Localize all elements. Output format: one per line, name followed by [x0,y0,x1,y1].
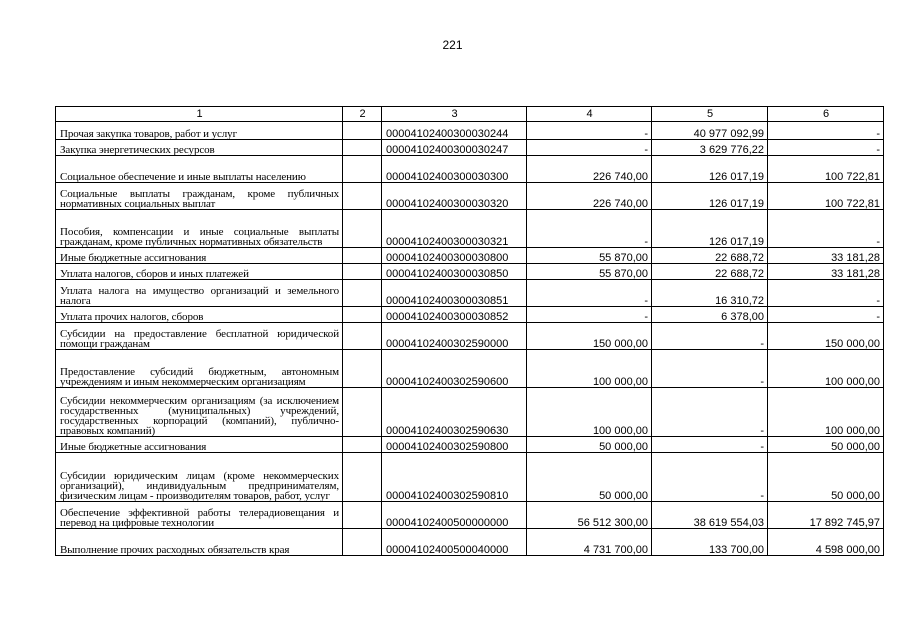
table-row [56,388,884,437]
row-name: Обеспечение эффективной работы телерадиовещания и перевод на цифровые технологии [56,502,343,529]
row-col2 [343,210,382,248]
row-code: 00004102400300030320 [382,183,527,210]
row-col2 [343,529,382,556]
row-amount-col6: - [768,122,884,140]
table-row [56,502,884,529]
row-code: 00004102400302590000 [382,323,527,350]
row-amount-col4: 50 000,00 [527,453,652,502]
row-amount-col6: 50 000,00 [768,453,884,502]
row-name: Субсидии на предоставление бесплатной юридической помощи гражданам [56,323,343,350]
table-row [56,248,884,264]
row-amount-col5: 6 378,00 [652,307,768,323]
row-amount-col5: - [652,323,768,350]
row-code: 00004102400302590600 [382,350,527,388]
row-amount-col6: - [768,280,884,307]
row-name: Закупка энергетических ресурсов [56,140,343,156]
row-name: Иные бюджетные ассигнования [56,437,343,453]
table-row [56,183,884,210]
row-name: Уплата налогов, сборов и иных платежей [56,264,343,280]
row-col2 [343,122,382,140]
row-amount-col5: - [652,388,768,437]
column-header: 4 [527,107,652,122]
row-col2 [343,323,382,350]
row-amount-col4: 100 000,00 [527,350,652,388]
row-name: Пособия, компенсации и иные социальные выплаты гражданам, кроме публичных нормативных обязательств [56,210,343,248]
row-code: 00004102400300030321 [382,210,527,248]
row-col2 [343,437,382,453]
table-row [56,529,884,556]
table-row [56,210,884,248]
row-code: 00004102400500000000 [382,502,527,529]
row-code: 00004102400300030850 [382,264,527,280]
row-amount-col6: - [768,140,884,156]
row-col2 [343,453,382,502]
row-amount-col5: - [652,453,768,502]
row-name: Субсидии некоммерческим организациям (за исключением государственных (муниципальных) учреждений, государственных корпораций (компаний), публично-правовых компаний) [56,388,343,437]
table-row [56,307,884,323]
column-header: 6 [768,107,884,122]
row-code: 00004102400302590630 [382,388,527,437]
row-code: 00004102400300030247 [382,140,527,156]
row-amount-col5: 3 629 776,22 [652,140,768,156]
table-row [56,437,884,453]
row-col2 [343,307,382,323]
row-code: 00004102400300030852 [382,307,527,323]
row-amount-col4: 150 000,00 [527,323,652,350]
row-col2 [343,156,382,183]
row-name: Уплата прочих налогов, сборов [56,307,343,323]
row-amount-col5: 126 017,19 [652,183,768,210]
row-name: Социальные выплаты гражданам, кроме публичных нормативных социальных выплат [56,183,343,210]
row-col2 [343,248,382,264]
row-col2 [343,140,382,156]
column-header: 2 [343,107,382,122]
row-amount-col4: - [527,122,652,140]
row-amount-col4: - [527,307,652,323]
table-row [56,453,884,502]
row-amount-col4: 4 731 700,00 [527,529,652,556]
row-code: 00004102400300030800 [382,248,527,264]
row-amount-col5: - [652,350,768,388]
table-row [56,122,884,140]
table-row [56,140,884,156]
row-col2 [343,350,382,388]
page-number: 221 [442,38,463,52]
row-amount-col4: 50 000,00 [527,437,652,453]
row-amount-col6: 50 000,00 [768,437,884,453]
row-amount-col6: - [768,210,884,248]
row-name: Предоставление субсидий бюджетным, автономным учреждениям и иным некоммерческим организациям [56,350,343,388]
row-name: Прочая закупка товаров, работ и услуг [56,122,343,140]
row-amount-col6: - [768,307,884,323]
row-code: 00004102400300030244 [382,122,527,140]
table-row [56,350,884,388]
row-code: 00004102400302590800 [382,437,527,453]
row-amount-col4: 55 870,00 [527,248,652,264]
row-amount-col6: 33 181,28 [768,264,884,280]
row-amount-col4: - [527,210,652,248]
row-amount-col6: 100 722,81 [768,183,884,210]
header-row [56,107,884,122]
row-amount-col4: - [527,280,652,307]
row-name: Уплата налога на имущество организаций и земельного налога [56,280,343,307]
row-code: 00004102400300030851 [382,280,527,307]
row-amount-col6: 100 000,00 [768,350,884,388]
row-amount-col5: 22 688,72 [652,264,768,280]
column-header: 5 [652,107,768,122]
row-amount-col4: 100 000,00 [527,388,652,437]
row-col2 [343,502,382,529]
row-amount-col4: 56 512 300,00 [527,502,652,529]
column-header: 1 [56,107,343,122]
table-row [56,264,884,280]
row-amount-col5: 16 310,72 [652,280,768,307]
row-amount-col5: 38 619 554,03 [652,502,768,529]
row-col2 [343,264,382,280]
row-amount-col5: 133 700,00 [652,529,768,556]
row-code: 00004102400302590810 [382,453,527,502]
row-name: Иные бюджетные ассигнования [56,248,343,264]
row-amount-col6: 100 000,00 [768,388,884,437]
row-name: Субсидии юридическим лицам (кроме некоммерческих организаций), индивидуальным предпринимателям, физическим лицам - производителям товаров, работ, услуг [56,453,343,502]
table-row [56,280,884,307]
row-amount-col5: 126 017,19 [652,210,768,248]
table-row [56,323,884,350]
row-amount-col6: 17 892 745,97 [768,502,884,529]
row-amount-col4: 226 740,00 [527,183,652,210]
row-amount-col6: 4 598 000,00 [768,529,884,556]
row-code: 00004102400300030300 [382,156,527,183]
column-header: 3 [382,107,527,122]
budget-table [55,106,884,556]
row-code: 00004102400500040000 [382,529,527,556]
row-amount-col6: 33 181,28 [768,248,884,264]
row-amount-col4: - [527,140,652,156]
row-name: Социальное обеспечение и иные выплаты населению [56,156,343,183]
row-col2 [343,280,382,307]
row-amount-col5: 126 017,19 [652,156,768,183]
row-name: Выполнение прочих расходных обязательств края [56,529,343,556]
row-amount-col4: 226 740,00 [527,156,652,183]
row-amount-col6: 150 000,00 [768,323,884,350]
row-col2 [343,388,382,437]
table-row [56,156,884,183]
row-amount-col5: - [652,437,768,453]
row-amount-col5: 22 688,72 [652,248,768,264]
row-amount-col4: 55 870,00 [527,264,652,280]
row-amount-col5: 40 977 092,99 [652,122,768,140]
row-col2 [343,183,382,210]
row-amount-col6: 100 722,81 [768,156,884,183]
